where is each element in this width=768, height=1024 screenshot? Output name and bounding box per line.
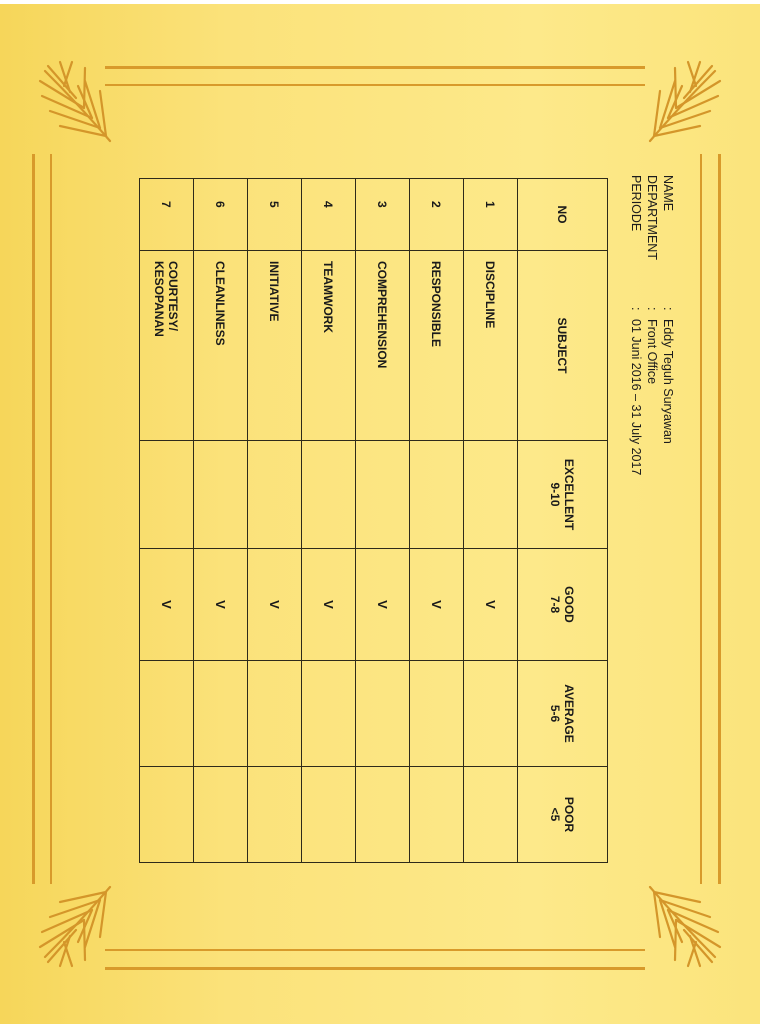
row-average-mark — [464, 661, 518, 767]
row-good-mark: V — [356, 549, 410, 661]
employee-info — [628, 175, 676, 475]
row-poor-mark — [248, 767, 302, 863]
row-number: 6 — [194, 179, 248, 251]
row-average-mark — [410, 661, 464, 767]
row-excellent-mark — [464, 441, 518, 549]
row-subject: COMPREHENSION — [356, 251, 410, 441]
header-good-range: 7-8 — [548, 595, 563, 614]
row-poor-mark — [140, 767, 194, 863]
row-subject: TEAMWORK — [302, 251, 356, 441]
row-poor-mark — [410, 767, 464, 863]
table-row — [302, 179, 356, 863]
evaluation-table — [139, 178, 608, 863]
header-average: AVERAGE 5-6 — [518, 661, 608, 767]
table-row — [248, 179, 302, 863]
row-subject: COURTESY/ KESOPANAN — [140, 251, 194, 441]
row-good-mark: V — [248, 549, 302, 661]
name-label: NAME — [661, 175, 675, 212]
department-row — [644, 175, 660, 475]
period-label: PERIODE — [629, 175, 643, 232]
row-subject: RESPONSIBLE — [410, 251, 464, 441]
header-excellent-range: 9-10 — [548, 482, 563, 507]
table-row — [356, 179, 410, 863]
table-row — [464, 179, 518, 863]
name-value: Eddy Teguh Suryawan — [661, 319, 675, 444]
row-poor-mark — [464, 767, 518, 863]
table-row — [140, 179, 194, 863]
row-number: 4 — [302, 179, 356, 251]
table-row — [194, 179, 248, 863]
period-separator: : — [629, 307, 643, 311]
row-excellent-mark — [410, 441, 464, 549]
period-value: 01 Juni 2016 – 31 July 2017 — [629, 319, 643, 476]
header-good: GOOD 7-8 — [518, 549, 608, 661]
period-row — [628, 175, 644, 475]
row-excellent-mark — [248, 441, 302, 549]
row-number: 5 — [248, 179, 302, 251]
row-poor-mark — [356, 767, 410, 863]
row-good-mark: V — [464, 549, 518, 661]
row-good-mark: V — [194, 549, 248, 661]
row-average-mark — [140, 661, 194, 767]
row-excellent-mark — [302, 441, 356, 549]
row-excellent-mark — [194, 441, 248, 549]
row-number: 7 — [140, 179, 194, 251]
header-subject: SUBJECT — [518, 251, 608, 441]
row-poor-mark — [194, 767, 248, 863]
row-subject: CLEANLINESS — [194, 251, 248, 441]
header-excellent: EXCELLENT 9-10 — [518, 441, 608, 549]
row-average-mark — [302, 661, 356, 767]
row-number: 2 — [410, 179, 464, 251]
table-row — [410, 179, 464, 863]
row-average-mark — [356, 661, 410, 767]
row-number: 1 — [464, 179, 518, 251]
row-poor-mark — [302, 767, 356, 863]
department-separator: : — [645, 307, 659, 311]
header-poor-range: <5 — [548, 807, 563, 822]
row-excellent-mark — [356, 441, 410, 549]
table-header-row — [518, 179, 608, 863]
row-good-mark: V — [140, 549, 194, 661]
name-row — [660, 175, 676, 475]
department-value: Front Office — [645, 319, 659, 385]
row-subject: DISCIPLINE — [464, 251, 518, 441]
row-subject: INITIATIVE — [248, 251, 302, 441]
row-number: 3 — [356, 179, 410, 251]
row-excellent-mark — [140, 441, 194, 549]
row-average-mark — [248, 661, 302, 767]
name-separator: : — [661, 307, 675, 311]
header-average-range: 5-6 — [548, 704, 563, 723]
row-good-mark: V — [302, 549, 356, 661]
header-poor: POOR <5 — [518, 767, 608, 863]
header-no: NO — [518, 179, 608, 251]
row-average-mark — [194, 661, 248, 767]
department-label: DEPARTMENT — [645, 175, 659, 260]
row-good-mark: V — [410, 549, 464, 661]
